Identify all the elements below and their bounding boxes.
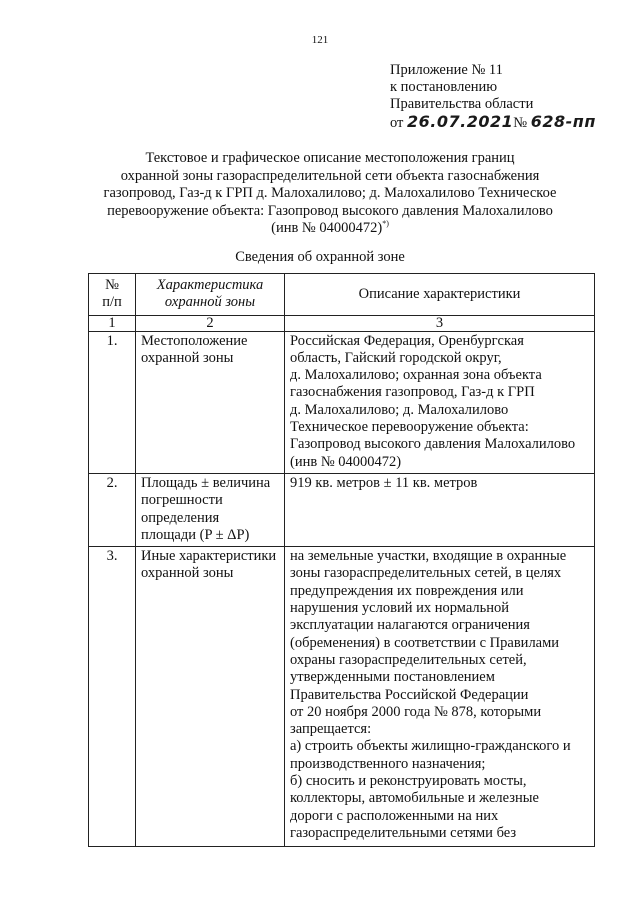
cell-continuation [290, 842, 589, 844]
cell-line: (обременения) в соответствии с Правилами [290, 634, 560, 651]
header-num-line: № [105, 277, 119, 293]
appendix-line: к постановлению [390, 79, 498, 95]
zone-info-table [88, 273, 595, 847]
cell-line: нарушения условий их нормальной [290, 600, 510, 617]
column-number: 1 [89, 315, 136, 331]
cell-line: дороги с расположенными на них [290, 807, 499, 824]
cell-line: (инв № 04000472) [290, 453, 402, 470]
cell-line: предупреждения их повреждения или [290, 582, 524, 599]
row-number: 1. [89, 331, 136, 473]
header-num-line: п/п [102, 294, 122, 311]
row-description [285, 473, 595, 546]
table-row [89, 331, 595, 473]
header-num [89, 274, 136, 316]
cell-line: зоны газораспределительных сетей, в целях [290, 565, 562, 582]
header-characteristic-line: Характеристика [156, 277, 264, 293]
cell-line: область, Гайский городской округ, [290, 349, 502, 366]
cell-line: коллекторы, автомобильные и железные [290, 790, 539, 807]
cell-line: Местоположение [141, 332, 248, 349]
title-line-last [60, 220, 600, 238]
cell-line: эксплуатации налагаются ограничения [290, 617, 530, 634]
cell-line: на земельные участки, входящие в охранные [290, 548, 567, 565]
cell-line: определения [141, 509, 220, 526]
cell-line: площади (P ± ΔP) [141, 526, 250, 543]
column-number: 2 [136, 315, 285, 331]
section-subtitle: Сведения об охранной зоне [235, 249, 405, 265]
row-characteristic [136, 331, 285, 473]
cell-line: Газопровод высокого давления Малохалилово [290, 436, 576, 453]
cell-line: от 20 ноября 2000 года № 878, которыми [290, 703, 542, 720]
header-characteristic-line: охранной зоны [164, 294, 256, 311]
title-line: перевооружение объекта: Газопровод высокого давления Малохалилово [107, 202, 553, 219]
handwritten-number: 628-пп [530, 112, 596, 131]
title-line: газопровод, Газ-д к ГРП д. Малохалилово; д. Малохалилово Техническое [103, 185, 557, 201]
handwritten-date: 26.07.2021 [407, 112, 514, 131]
cell-line: д. Малохалилово; д. Малохалилово [290, 401, 509, 418]
table-row [89, 473, 595, 546]
from-label: от [390, 115, 404, 131]
cell-line: охранной зоны [141, 565, 234, 582]
title-footnote-marker: *) [382, 219, 389, 229]
column-number-row [89, 315, 595, 331]
cell-line: б) сносить и реконструировать мосты, [290, 773, 527, 790]
row-number: 3. [89, 547, 136, 847]
cell-line: Площадь ± величина [141, 474, 271, 491]
cell-line: охраны газораспределительных сетей, [290, 651, 527, 668]
cell-line: запрещается: [290, 721, 372, 738]
column-number: 3 [285, 315, 595, 331]
cell-line: д. Малохалилово; охранная зона объекта [290, 367, 542, 384]
cell-line: Правительства Российской Федерации [290, 686, 529, 703]
document-title [60, 150, 600, 238]
cell-line: газораспределительными сетями без [290, 824, 517, 841]
cell-line: утвержденными постановлением [290, 669, 495, 686]
appendix-date-line [390, 113, 596, 132]
page-number: 121 [311, 34, 329, 46]
cell-line: 919 кв. метров ± 11 кв. метров [290, 474, 478, 491]
cell-line: а) строить объекты жилищно-гражданского и [290, 738, 571, 755]
title-line: охранной зоны газораспределительной сети объекта газоснабжения [120, 167, 540, 184]
title-line: (инв № 04000472) [271, 220, 383, 236]
header-characteristic [136, 274, 285, 316]
cell-line: Иные характеристики [141, 548, 277, 565]
cell-line: производственного назначения; [290, 755, 486, 772]
appendix-header [390, 62, 596, 132]
cell-line: Российская Федерация, Оренбургская [290, 332, 524, 349]
row-characteristic [136, 473, 285, 546]
cell-line: погрешности [141, 492, 223, 509]
appendix-line: Приложение № 11 [390, 62, 503, 78]
header-description: Описание характеристики [285, 274, 595, 316]
appendix-line: Правительства области [390, 96, 534, 112]
title-line: Текстовое и графическое описание местоположения границ [145, 150, 515, 166]
row-description [285, 547, 595, 847]
cell-line: газоснабжения газопровод, Газ-д к ГРП [290, 384, 535, 401]
cell-line: Техническое перевооружение объекта: [290, 419, 529, 436]
cell-line: охранной зоны [141, 349, 234, 366]
number-label: № [513, 115, 528, 131]
row-number: 2. [89, 473, 136, 546]
table-header-row [89, 274, 595, 316]
row-description [285, 331, 595, 473]
table-row [89, 547, 595, 847]
row-characteristic [136, 547, 285, 847]
